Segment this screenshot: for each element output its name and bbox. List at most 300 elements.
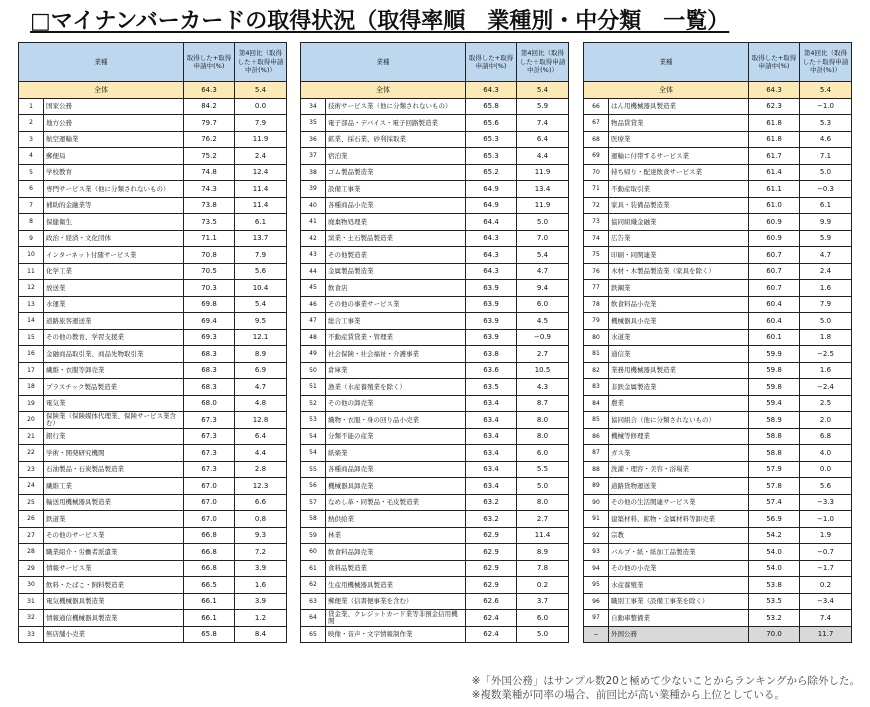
table-row [584, 610, 852, 627]
header-industry: 業種 [301, 43, 466, 82]
rate-cell: 65.3 [466, 131, 517, 148]
change-cell: 0.0 [800, 461, 852, 478]
industry-cell: 紙楽業 [326, 445, 466, 462]
industry-cell: 建築材料、鉱物・金属材料等卸売業 [609, 511, 749, 528]
change-cell: −0.3 [800, 181, 852, 198]
industry-cell: 総合工事業 [326, 313, 466, 330]
table-row [19, 98, 287, 115]
rank-cell: 33 [19, 626, 44, 643]
industry-cell: 医療業 [609, 131, 749, 148]
table-row [301, 329, 569, 346]
rate-cell: 63.2 [466, 511, 517, 528]
industry-cell: 貸金業、クレジットカード業等非預金信用機関 [326, 610, 466, 627]
rate-cell: 63.9 [466, 280, 517, 297]
change-cell: 6.8 [800, 428, 852, 445]
rank-cell: 36 [301, 131, 326, 148]
rank-cell: 67 [584, 115, 609, 132]
change-cell: 8.0 [517, 412, 569, 429]
table-row [584, 329, 852, 346]
table-row [19, 230, 287, 247]
total-rate: 64.3 [184, 82, 235, 99]
change-cell: 5.0 [800, 164, 852, 181]
industry-cell: 電気業 [44, 395, 184, 412]
table-row [301, 395, 569, 412]
rank-cell: 45 [301, 280, 326, 297]
change-cell: 5.9 [800, 230, 852, 247]
table-row [301, 296, 569, 313]
table-row [19, 478, 287, 495]
rank-cell: 32 [19, 610, 44, 627]
rank-cell: 63 [301, 593, 326, 610]
industry-cell: 無店舗小売業 [44, 626, 184, 643]
rate-cell: 64.3 [466, 230, 517, 247]
change-cell: 11.9 [235, 131, 287, 148]
industry-cell: 社会保険・社会福祉・介護事業 [326, 346, 466, 363]
change-cell: 8.0 [517, 494, 569, 511]
rank-cell: − [584, 626, 609, 643]
table-row [19, 445, 287, 462]
total-label: 全体 [19, 82, 184, 99]
table-row [19, 148, 287, 165]
table-row [301, 181, 569, 198]
rank-cell: 43 [301, 247, 326, 264]
rank-cell: 78 [584, 296, 609, 313]
change-cell: 4.5 [517, 313, 569, 330]
industry-cell: 通信業 [609, 346, 749, 363]
rate-cell: 62.9 [466, 560, 517, 577]
rank-cell: 44 [301, 263, 326, 280]
change-cell: −3.4 [800, 593, 852, 610]
rank-cell: 40 [301, 197, 326, 214]
rank-cell: 20 [19, 412, 44, 429]
industry-cell: 保険業（保険媒体代理業、保険サービス業含む） [44, 412, 184, 429]
rate-cell: 61.4 [749, 164, 800, 181]
change-cell: 10.4 [235, 280, 287, 297]
industry-cell: 生産用機械器具製造業 [326, 577, 466, 594]
industry-cell: 飲食店 [326, 280, 466, 297]
rate-cell: 66.8 [184, 560, 235, 577]
rate-cell: 68.3 [184, 379, 235, 396]
change-cell: 5.5 [517, 461, 569, 478]
rate-cell: 57.8 [749, 478, 800, 495]
rank-cell: 38 [301, 164, 326, 181]
table-row [584, 379, 852, 396]
change-cell: 7.2 [235, 544, 287, 561]
table-row [584, 511, 852, 528]
industry-cell: 航空運輸業 [44, 131, 184, 148]
industry-cell: 専門サービス業（他に分類されないもの） [44, 181, 184, 198]
industry-cell: 映像・音声・文字情報制作業 [326, 626, 466, 643]
change-cell: 9.4 [517, 280, 569, 297]
industry-cell: 国家公務 [44, 98, 184, 115]
industry-cell: 各種商品卸売業 [326, 461, 466, 478]
header-row [19, 43, 287, 82]
header-row [584, 43, 852, 82]
rank-cell: 34 [301, 98, 326, 115]
rank-cell: 24 [19, 478, 44, 495]
change-cell: 11.4 [517, 527, 569, 544]
rank-cell: 50 [301, 362, 326, 379]
rank-cell: 26 [19, 511, 44, 528]
change-cell: −1.7 [800, 560, 852, 577]
change-cell: 6.9 [235, 362, 287, 379]
rank-cell: 15 [19, 329, 44, 346]
table-row [301, 428, 569, 445]
rank-cell: 74 [584, 230, 609, 247]
rate-cell: 67.0 [184, 511, 235, 528]
rank-cell: 54 [301, 445, 326, 462]
rank-cell: 84 [584, 395, 609, 412]
table-row [584, 296, 852, 313]
change-cell: 1.2 [235, 610, 287, 627]
footnotes [472, 674, 860, 702]
industry-cell: 水運業 [44, 296, 184, 313]
industry-cell: 学術・開発研究機関 [44, 445, 184, 462]
table-row [301, 263, 569, 280]
rate-cell: 61.8 [749, 115, 800, 132]
rate-cell: 62.9 [466, 577, 517, 594]
rank-cell: 73 [584, 214, 609, 231]
change-cell: 1.6 [800, 280, 852, 297]
rate-cell: 61.0 [749, 197, 800, 214]
industry-cell: 職業紹介・労働者派遣業 [44, 544, 184, 561]
change-cell: 5.0 [517, 214, 569, 231]
table-row [19, 346, 287, 363]
industry-cell: 政治・経済・文化団体 [44, 230, 184, 247]
change-cell: 2.0 [800, 412, 852, 429]
change-cell: −0.9 [517, 329, 569, 346]
rate-cell: 71.1 [184, 230, 235, 247]
change-cell: 0.2 [517, 577, 569, 594]
footnote: ※「外国公務」はサンプル数20と極めて少ないことからランキングから除外した。 [471, 675, 860, 687]
change-cell: 7.8 [517, 560, 569, 577]
rate-cell: 74.3 [184, 181, 235, 198]
table-row [301, 131, 569, 148]
rate-cell: 56.9 [749, 511, 800, 528]
rate-cell: 60.1 [749, 329, 800, 346]
rank-cell: 76 [584, 263, 609, 280]
table-row [584, 626, 852, 643]
table-row [19, 313, 287, 330]
table-row [584, 263, 852, 280]
rank-cell: 69 [584, 148, 609, 165]
industry-cell: 技術サービス業（他に分類されないもの） [326, 98, 466, 115]
rate-cell: 76.2 [184, 131, 235, 148]
rate-cell: 64.9 [466, 197, 517, 214]
change-cell: 9.3 [235, 527, 287, 544]
industry-cell: 外国公務 [609, 626, 749, 643]
rate-cell: 57.9 [749, 461, 800, 478]
change-cell: 6.0 [517, 610, 569, 627]
table-row [301, 494, 569, 511]
total-row [584, 82, 852, 99]
header-industry: 業種 [19, 43, 184, 82]
table-row [19, 577, 287, 594]
industry-cell: 学校教育 [44, 164, 184, 181]
change-cell: 4.7 [800, 247, 852, 264]
industry-cell: 運輸に付帯するサービス業 [609, 148, 749, 165]
total-change: 5.4 [800, 82, 852, 99]
industry-cell: 郵便局 [44, 148, 184, 165]
change-cell: 6.6 [235, 494, 287, 511]
rank-cell: 56 [301, 478, 326, 495]
change-cell: 8.0 [517, 428, 569, 445]
rate-cell: 67.0 [184, 494, 235, 511]
rate-cell: 67.3 [184, 412, 235, 429]
rank-cell: 94 [584, 560, 609, 577]
rate-cell: 66.5 [184, 577, 235, 594]
table-row [19, 412, 287, 429]
industry-cell: 漁業（水産養殖業を除く） [326, 379, 466, 396]
table-row [19, 544, 287, 561]
industry-cell: 繊維工業 [44, 478, 184, 495]
industry-cell: はん用機械器具製造業 [609, 98, 749, 115]
header-rate: 取得した+取得申請中(%) [749, 43, 800, 82]
industry-cell: 飲食料品卸売業 [326, 544, 466, 561]
rate-cell: 58.9 [749, 412, 800, 429]
change-cell: −3.3 [800, 494, 852, 511]
rank-cell: 14 [19, 313, 44, 330]
table-row [301, 560, 569, 577]
total-label: 全体 [301, 82, 466, 99]
industry-cell: ゴム製品製造業 [326, 164, 466, 181]
rank-cell: 79 [584, 313, 609, 330]
rate-cell: 67.3 [184, 428, 235, 445]
rate-cell: 70.5 [184, 263, 235, 280]
table-row [19, 511, 287, 528]
industry-cell: 各種商品小売業 [326, 197, 466, 214]
rank-cell: 54 [301, 428, 326, 445]
rank-cell: 5 [19, 164, 44, 181]
rank-cell: 39 [301, 181, 326, 198]
industry-cell: 協同組織金融業 [609, 214, 749, 231]
rate-cell: 65.2 [466, 164, 517, 181]
change-cell: 7.1 [800, 148, 852, 165]
table-row [301, 593, 569, 610]
change-cell: 11.7 [800, 626, 852, 643]
rank-cell: 28 [19, 544, 44, 561]
rate-cell: 60.4 [749, 313, 800, 330]
table-row [584, 412, 852, 429]
table-row [584, 577, 852, 594]
change-cell: 4.3 [517, 379, 569, 396]
rank-cell: 86 [584, 428, 609, 445]
header-rate: 取得した+取得申請中(%) [466, 43, 517, 82]
rank-cell: 68 [584, 131, 609, 148]
change-cell: 4.4 [235, 445, 287, 462]
rate-cell: 62.4 [466, 610, 517, 627]
industry-cell: 化学工業 [44, 263, 184, 280]
total-rate: 64.3 [749, 82, 800, 99]
rate-cell: 58.8 [749, 445, 800, 462]
change-cell: 12.8 [235, 412, 287, 429]
change-cell: 6.4 [235, 428, 287, 445]
table-row [301, 313, 569, 330]
table-row [584, 527, 852, 544]
total-label: 全体 [584, 82, 749, 99]
table-row [19, 379, 287, 396]
table-row [584, 214, 852, 231]
table-row [584, 478, 852, 495]
industry-cell: 林業 [326, 527, 466, 544]
table-row [301, 544, 569, 561]
table-row [584, 494, 852, 511]
rate-cell: 63.6 [466, 362, 517, 379]
table-row [301, 230, 569, 247]
change-cell: 8.7 [517, 395, 569, 412]
table-row [301, 346, 569, 363]
ranking-table-2 [300, 42, 569, 643]
rate-cell: 66.8 [184, 527, 235, 544]
rate-cell: 59.4 [749, 395, 800, 412]
table-row [19, 214, 287, 231]
change-cell: 3.9 [235, 593, 287, 610]
change-cell: 4.7 [517, 263, 569, 280]
table-row [584, 593, 852, 610]
table-row [584, 131, 852, 148]
rank-cell: 49 [301, 346, 326, 363]
table-row [584, 164, 852, 181]
change-cell: 7.9 [235, 115, 287, 132]
footnote: ※複数業種が同率の場合、前回比が高い業種から上位としている。 [471, 689, 785, 701]
rate-cell: 66.1 [184, 593, 235, 610]
table-row [19, 527, 287, 544]
industry-cell: 業務用機械器具製造業 [609, 362, 749, 379]
industry-cell: 銀行業 [44, 428, 184, 445]
rate-cell: 69.8 [184, 296, 235, 313]
industry-cell: その他の教育、学習支援業 [44, 329, 184, 346]
industry-cell: その他の事業サービス業 [326, 296, 466, 313]
industry-cell: 鉄鋼業 [609, 280, 749, 297]
rate-cell: 63.5 [466, 379, 517, 396]
rank-cell: 35 [301, 115, 326, 132]
table-row [301, 577, 569, 594]
change-cell: 5.3 [800, 115, 852, 132]
header-rate: 取得した+取得申請中(%) [184, 43, 235, 82]
change-cell: 12.4 [235, 164, 287, 181]
table-row [301, 197, 569, 214]
rate-cell: 70.0 [749, 626, 800, 643]
table-row [301, 511, 569, 528]
rate-cell: 67.0 [184, 478, 235, 495]
change-cell: 3.7 [517, 593, 569, 610]
industry-cell: 設備工事業 [326, 181, 466, 198]
industry-cell: その他の生活関連サービス業 [609, 494, 749, 511]
table-row [301, 412, 569, 429]
rank-cell: 17 [19, 362, 44, 379]
rank-cell: 1 [19, 98, 44, 115]
rank-cell: 91 [584, 511, 609, 528]
change-cell: 9.9 [800, 214, 852, 231]
table-row [19, 164, 287, 181]
rate-cell: 63.8 [466, 346, 517, 363]
industry-cell: 補助的金融業等 [44, 197, 184, 214]
industry-cell: 機械等修理業 [609, 428, 749, 445]
table-row [19, 593, 287, 610]
rate-cell: 60.7 [749, 247, 800, 264]
industry-cell: 地方公務 [44, 115, 184, 132]
rate-cell: 69.3 [184, 329, 235, 346]
rank-cell: 31 [19, 593, 44, 610]
industry-cell: パルプ・紙・紙加工品製造業 [609, 544, 749, 561]
rate-cell: 65.6 [466, 115, 517, 132]
table-row [301, 610, 569, 627]
change-cell: 0.0 [235, 98, 287, 115]
rank-cell: 57 [301, 494, 326, 511]
rank-cell: 10 [19, 247, 44, 264]
change-cell: 11.9 [517, 197, 569, 214]
table-row [19, 610, 287, 627]
industry-cell: 電子部品・デバイス・電子回路製造業 [326, 115, 466, 132]
rate-cell: 67.3 [184, 461, 235, 478]
change-cell: 5.0 [517, 626, 569, 643]
rate-cell: 61.7 [749, 148, 800, 165]
rank-cell: 71 [584, 181, 609, 198]
total-row [19, 82, 287, 99]
rate-cell: 65.8 [466, 98, 517, 115]
rank-cell: 4 [19, 148, 44, 165]
change-cell: −0.7 [800, 544, 852, 561]
industry-cell: 水産養殖業 [609, 577, 749, 594]
rate-cell: 61.1 [749, 181, 800, 198]
rank-cell: 19 [19, 395, 44, 412]
rate-cell: 63.4 [466, 445, 517, 462]
industry-cell: 自動車整備業 [609, 610, 749, 627]
industry-cell: その他の卸売業 [326, 395, 466, 412]
change-cell: 2.7 [517, 346, 569, 363]
table-row [584, 428, 852, 445]
rate-cell: 65.3 [466, 148, 517, 165]
industry-cell: 機械器具卸売業 [326, 478, 466, 495]
rate-cell: 74.8 [184, 164, 235, 181]
table-row [584, 544, 852, 561]
rate-cell: 84.2 [184, 98, 235, 115]
rank-cell: 60 [301, 544, 326, 561]
rate-cell: 79.7 [184, 115, 235, 132]
total-change: 5.4 [517, 82, 569, 99]
table-row [19, 428, 287, 445]
rank-cell: 64 [301, 610, 326, 627]
table-row [301, 115, 569, 132]
industry-cell: 物品賃貸業 [609, 115, 749, 132]
table-row [19, 131, 287, 148]
rate-cell: 63.9 [466, 296, 517, 313]
change-cell: 2.5 [800, 395, 852, 412]
industry-cell: 情報サービス業 [44, 560, 184, 577]
industry-cell: 鉄道業 [44, 511, 184, 528]
table-row [301, 379, 569, 396]
change-cell: 3.9 [235, 560, 287, 577]
table-row [301, 626, 569, 643]
table-row [584, 197, 852, 214]
rate-cell: 64.3 [466, 247, 517, 264]
rate-cell: 64.9 [466, 181, 517, 198]
change-cell: −2.4 [800, 379, 852, 396]
rank-cell: 70 [584, 164, 609, 181]
rank-cell: 2 [19, 115, 44, 132]
industry-cell: 保健衛生 [44, 214, 184, 231]
rank-cell: 65 [301, 626, 326, 643]
rank-cell: 80 [584, 329, 609, 346]
rank-cell: 18 [19, 379, 44, 396]
industry-cell: その他の小売業 [609, 560, 749, 577]
change-cell: 13.7 [235, 230, 287, 247]
rank-cell: 77 [584, 280, 609, 297]
rank-cell: 9 [19, 230, 44, 247]
table-row [301, 280, 569, 297]
rate-cell: 61.8 [749, 131, 800, 148]
table-row [19, 560, 287, 577]
